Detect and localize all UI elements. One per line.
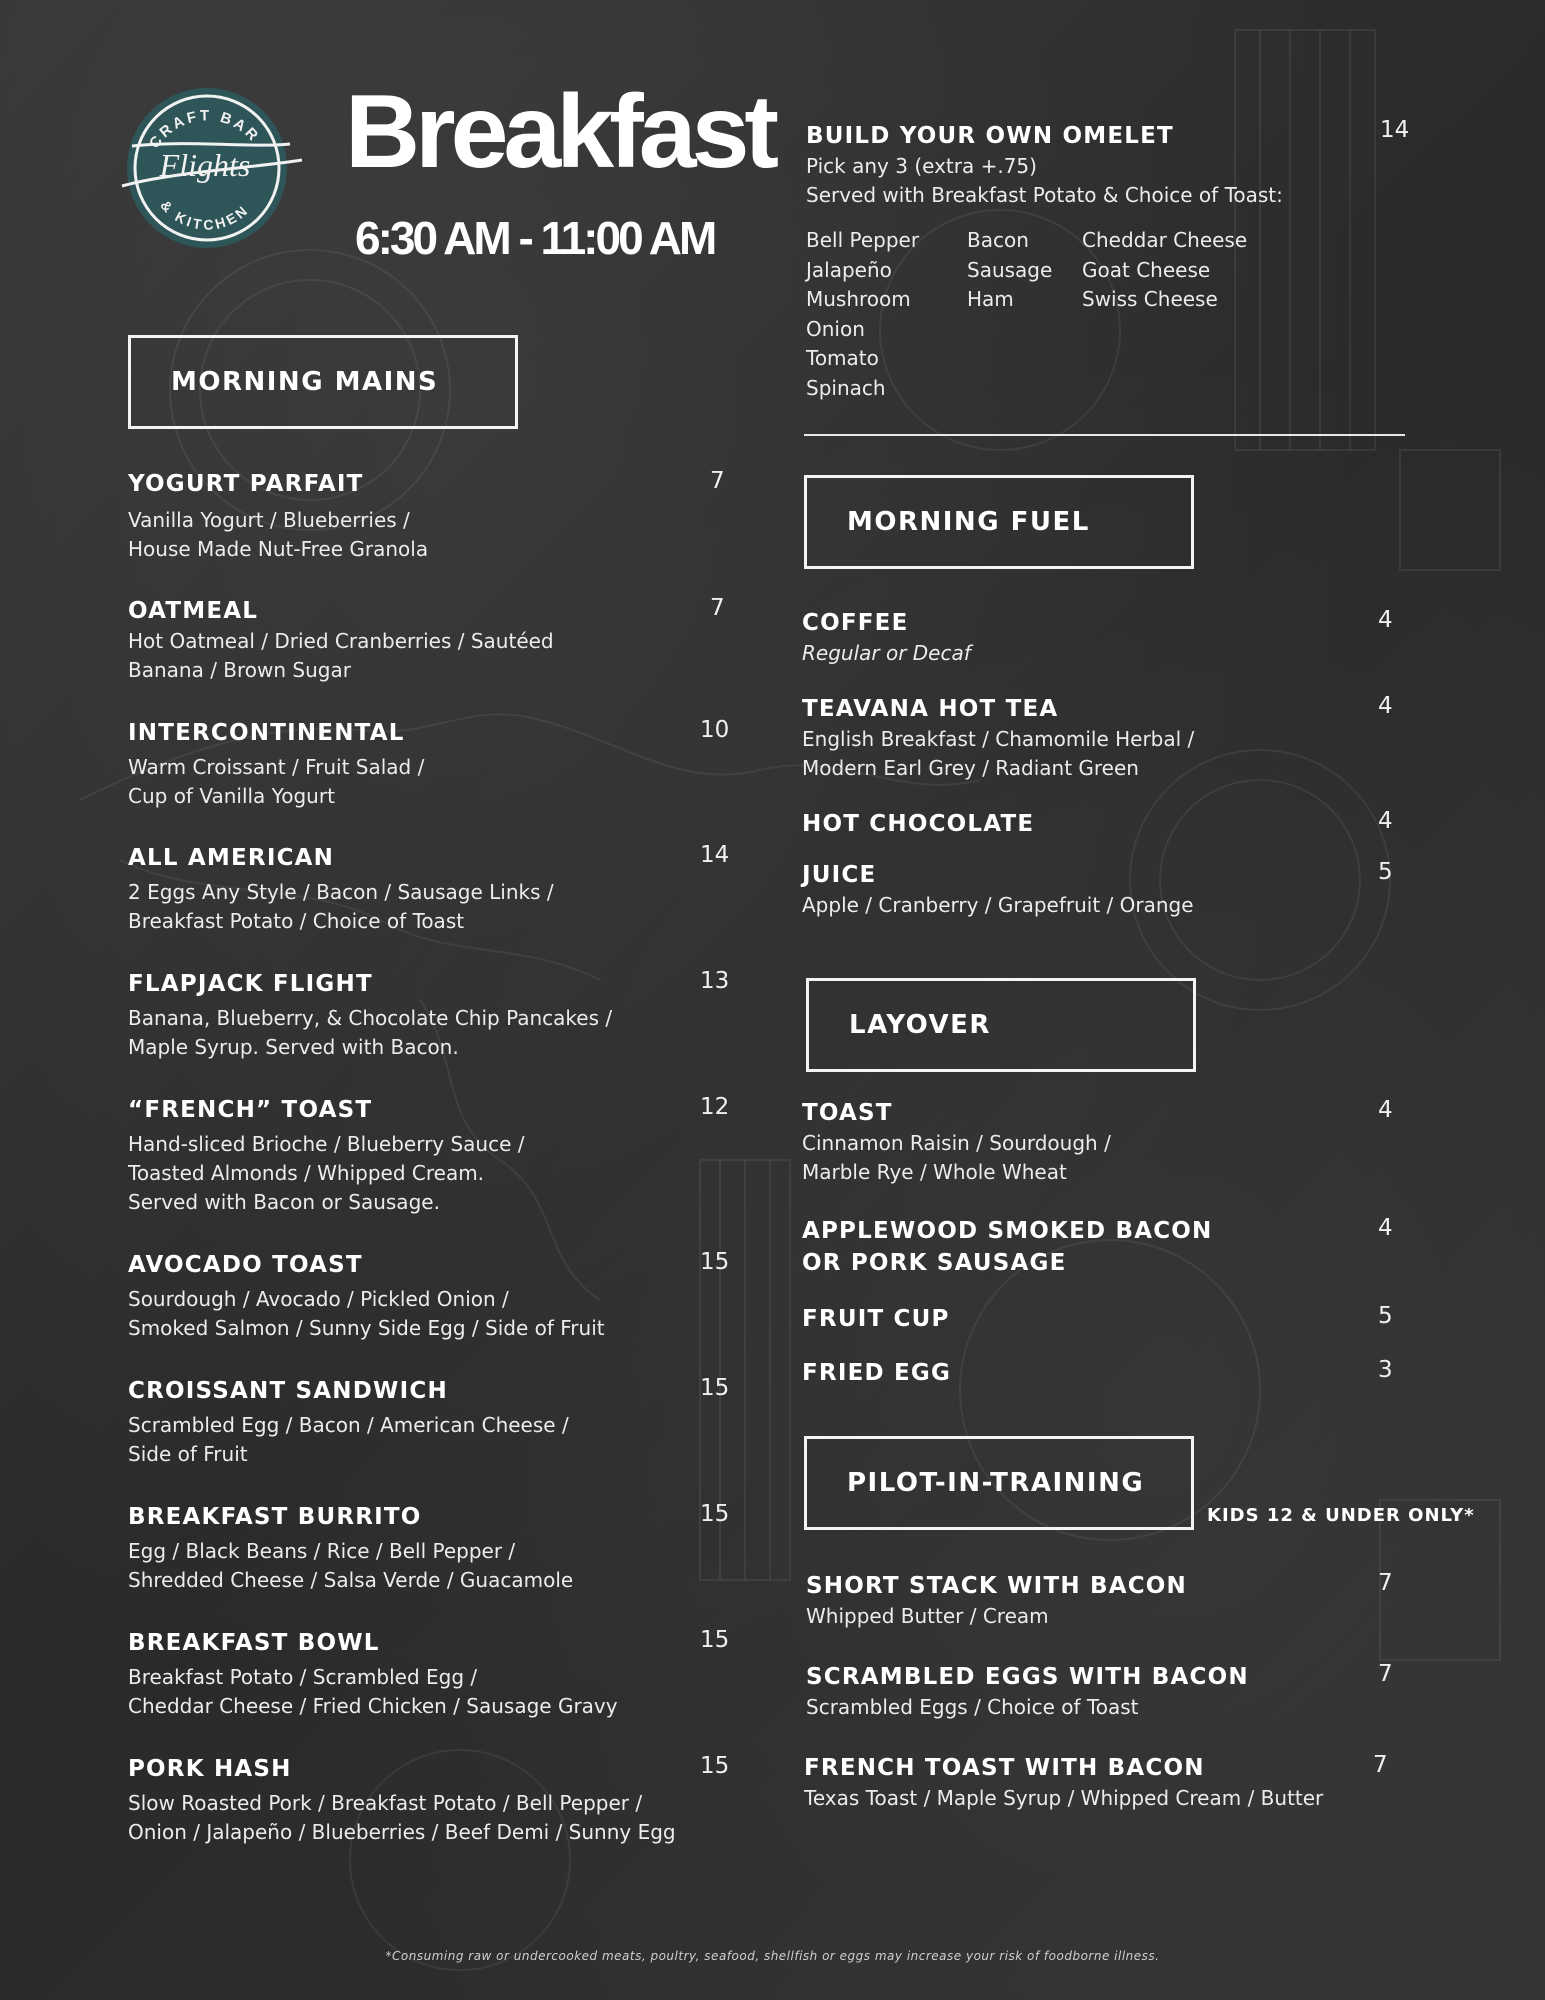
item-desc: Vanilla Yogurt / Blueberries / xyxy=(128,508,410,532)
item-price: 5 xyxy=(1378,859,1393,885)
logo-text-main: Flights xyxy=(159,147,251,183)
menu-item-bacon-sausage xyxy=(802,1215,1213,1279)
omelet-option: Ham xyxy=(967,287,1014,311)
omelet-option: Cheddar Cheese xyxy=(1082,228,1248,252)
logo-text-bottom: & KITCHEN xyxy=(157,196,253,233)
item-name: PORK HASH xyxy=(128,1756,292,1782)
menu-item-yogurt-parfait xyxy=(128,468,428,564)
section-heading: MORNING FUEL xyxy=(847,507,1090,537)
menu-item-pork-hash xyxy=(128,1753,676,1847)
item-desc: Apple / Cranberry / Grapefruit / Orange xyxy=(802,893,1194,917)
menu-item-kids-french-toast xyxy=(804,1752,1323,1813)
item-name: SHORT STACK WITH BACON xyxy=(806,1573,1188,1599)
omelet-option: Goat Cheese xyxy=(1082,257,1211,282)
item-desc: Smoked Salmon / Sunny Side Egg / Side of Fruit xyxy=(128,1316,605,1340)
item-desc: Sourdough / Avocado / Pickled Onion / xyxy=(128,1287,509,1311)
menu-item-breakfast-burrito xyxy=(128,1501,573,1595)
item-price: 15 xyxy=(700,1249,730,1275)
menu-item-fruit-cup xyxy=(802,1303,950,1335)
foodborne-illness-disclaimer: *Consuming raw or undercooked meats, poultry, seafood, shellfish or eggs may increase your risk of foodborne illness. xyxy=(385,1949,1160,1963)
section-pilot-in-training xyxy=(804,1436,1194,1530)
menu-item-juice xyxy=(802,859,1194,920)
item-desc: Whipped Butter / Cream xyxy=(806,1604,1049,1628)
item-name: OATMEAL xyxy=(128,598,259,624)
omelet-option: Spinach xyxy=(806,375,886,400)
menu-item-french-toast xyxy=(128,1094,525,1217)
menu-item-breakfast-bowl xyxy=(128,1627,618,1721)
item-price: 7 xyxy=(1378,1570,1393,1596)
menu-item-coffee xyxy=(802,607,971,668)
item-desc: English Breakfast / Chamomile Herbal / xyxy=(802,727,1195,751)
item-desc: Side of Fruit xyxy=(128,1442,248,1466)
item-price: 4 xyxy=(1378,808,1393,834)
item-price: 7 xyxy=(710,468,725,494)
item-price: 4 xyxy=(1378,607,1393,633)
page-title: Breakfast xyxy=(345,74,775,190)
divider xyxy=(804,434,1405,436)
menu-item-flapjack-flight xyxy=(128,968,612,1062)
item-desc: Hand-sliced Brioche / Blueberry Sauce / xyxy=(128,1132,525,1156)
item-desc: Texas Toast / Maple Syrup / Whipped Cream / Butter xyxy=(804,1786,1324,1810)
item-name: FRENCH TOAST WITH BACON xyxy=(804,1755,1205,1781)
menu-item-build-omelet xyxy=(806,120,1283,210)
menu-item-fried-egg xyxy=(802,1357,951,1389)
item-desc: 2 Eggs Any Style / Bacon / Sausage Links / xyxy=(128,880,554,904)
item-desc: Pick any 3 (extra +.75) xyxy=(806,154,1037,178)
logo-text-top: CRAFT BAR xyxy=(145,107,264,152)
menu-item-oatmeal xyxy=(128,595,554,685)
item-name: FRUIT CUP xyxy=(802,1306,950,1332)
menu-item-avocado-toast xyxy=(128,1249,605,1343)
omelet-options-meats xyxy=(967,226,1052,315)
item-name: OR PORK SAUSAGE xyxy=(802,1250,1067,1276)
item-name: BREAKFAST BURRITO xyxy=(128,1504,422,1530)
item-name: INTERCONTINENTAL xyxy=(128,720,405,746)
item-price: 5 xyxy=(1378,1303,1393,1329)
section-heading: MORNING MAINS xyxy=(171,367,439,397)
section-heading: PILOT-IN-TRAINING xyxy=(847,1468,1145,1498)
item-name: YOGURT PARFAIT xyxy=(128,471,364,497)
item-price: 15 xyxy=(700,1753,730,1779)
item-desc: Hot Oatmeal / Dried Cranberries / Sautéed xyxy=(128,629,554,653)
item-desc: Regular or Decaf xyxy=(802,641,971,665)
item-desc: Breakfast Potato / Choice of Toast xyxy=(128,909,465,933)
item-name: APPLEWOOD SMOKED BACON xyxy=(802,1218,1213,1244)
section-layover xyxy=(806,978,1196,1072)
item-desc: Shredded Cheese / Salsa Verde / Guacamole xyxy=(128,1568,574,1592)
service-hours: 6:30 AM - 11:00 AM xyxy=(355,212,715,264)
omelet-option: Mushroom xyxy=(806,287,911,311)
item-price: 15 xyxy=(700,1501,730,1527)
item-price: 15 xyxy=(700,1375,730,1401)
item-name: “FRENCH” TOAST xyxy=(128,1097,373,1123)
item-price: 14 xyxy=(700,842,730,868)
menu-item-all-american xyxy=(128,842,554,936)
item-name: CROISSANT SANDWICH xyxy=(128,1378,448,1404)
item-price: 12 xyxy=(700,1094,730,1120)
item-price: 7 xyxy=(1373,1752,1388,1778)
omelet-options-veggies xyxy=(806,226,919,403)
item-desc: Maple Syrup. Served with Bacon. xyxy=(128,1035,459,1059)
item-desc: Toasted Almonds / Whipped Cream. xyxy=(128,1161,485,1185)
item-name: TEAVANA HOT TEA xyxy=(802,696,1059,722)
item-desc: Scrambled Eggs / Choice of Toast xyxy=(806,1695,1139,1719)
omelet-option: Tomato xyxy=(806,346,879,370)
item-name: BUILD YOUR OWN OMELET xyxy=(806,123,1174,149)
item-desc: Banana / Brown Sugar xyxy=(128,658,351,682)
item-name: HOT CHOCOLATE xyxy=(802,811,1035,837)
omelet-option: Bacon xyxy=(967,228,1029,252)
item-price: 7 xyxy=(1378,1661,1393,1687)
item-name: AVOCADO TOAST xyxy=(128,1252,363,1278)
item-desc: Slow Roasted Pork / Breakfast Potato / Bell Pepper / xyxy=(128,1791,643,1815)
item-desc: Marble Rye / Whole Wheat xyxy=(802,1160,1067,1184)
item-price: 3 xyxy=(1378,1357,1393,1383)
item-desc: Egg / Black Beans / Rice / Bell Pepper / xyxy=(128,1539,516,1563)
omelet-options-cheeses xyxy=(1082,226,1247,315)
item-desc: Modern Earl Grey / Radiant Green xyxy=(802,756,1139,780)
menu-item-toast xyxy=(802,1097,1111,1187)
item-name: BREAKFAST BOWL xyxy=(128,1630,380,1656)
item-name: ALL AMERICAN xyxy=(128,845,335,871)
item-price: 13 xyxy=(700,968,730,994)
omelet-option: Sausage xyxy=(967,257,1053,282)
item-name: COFFEE xyxy=(802,610,909,636)
item-price: 4 xyxy=(1378,1097,1393,1123)
item-desc: Banana, Blueberry, & Chocolate Chip Pancakes / xyxy=(128,1006,613,1030)
item-desc: Served with Breakfast Potato & Choice of Toast: xyxy=(806,183,1283,207)
item-desc: Warm Croissant / Fruit Salad / xyxy=(128,755,425,779)
item-name: FRIED EGG xyxy=(802,1360,952,1386)
omelet-option: Onion xyxy=(806,316,865,341)
item-desc: Cinnamon Raisin / Sourdough / xyxy=(802,1131,1111,1155)
item-price: 14 xyxy=(1380,117,1410,143)
section-morning-mains xyxy=(128,335,518,429)
item-desc: Served with Bacon or Sausage. xyxy=(128,1190,440,1214)
item-price: 4 xyxy=(1378,693,1393,719)
item-desc: Scrambled Egg / Bacon / American Cheese / xyxy=(128,1413,569,1437)
item-desc: Breakfast Potato / Scrambled Egg / xyxy=(128,1665,478,1689)
item-price: 10 xyxy=(700,717,730,743)
flights-logo xyxy=(112,68,312,268)
omelet-option: Jalapeño xyxy=(806,257,892,282)
menu-item-hot-tea xyxy=(802,693,1194,783)
item-name: JUICE xyxy=(802,862,877,888)
menu-item-croissant-sandwich xyxy=(128,1375,569,1469)
item-desc: Onion / Jalapeño / Blueberries / Beef Demi / Sunny Egg xyxy=(128,1820,676,1844)
menu-item-short-stack xyxy=(806,1570,1187,1631)
omelet-option: Swiss Cheese xyxy=(1082,287,1218,311)
section-heading: LAYOVER xyxy=(849,1010,991,1040)
item-price: 15 xyxy=(700,1627,730,1653)
menu-item-hot-chocolate xyxy=(802,808,1034,840)
item-desc: Cup of Vanilla Yogurt xyxy=(128,784,335,808)
kids-age-note: KIDS 12 & UNDER ONLY* xyxy=(1207,1505,1475,1526)
menu-item-intercontinental xyxy=(128,717,424,811)
item-name: SCRAMBLED EGGS WITH BACON xyxy=(806,1664,1249,1690)
item-price: 4 xyxy=(1378,1215,1393,1241)
item-name: FLAPJACK FLIGHT xyxy=(128,971,373,997)
item-name: TOAST xyxy=(802,1100,893,1126)
item-desc: House Made Nut-Free Granola xyxy=(128,537,429,561)
item-price: 7 xyxy=(710,595,725,621)
menu-item-scrambled-eggs xyxy=(806,1661,1249,1722)
section-morning-fuel xyxy=(804,475,1194,569)
item-desc: Cheddar Cheese / Fried Chicken / Sausage Gravy xyxy=(128,1694,618,1718)
omelet-option: Bell Pepper xyxy=(806,228,920,252)
